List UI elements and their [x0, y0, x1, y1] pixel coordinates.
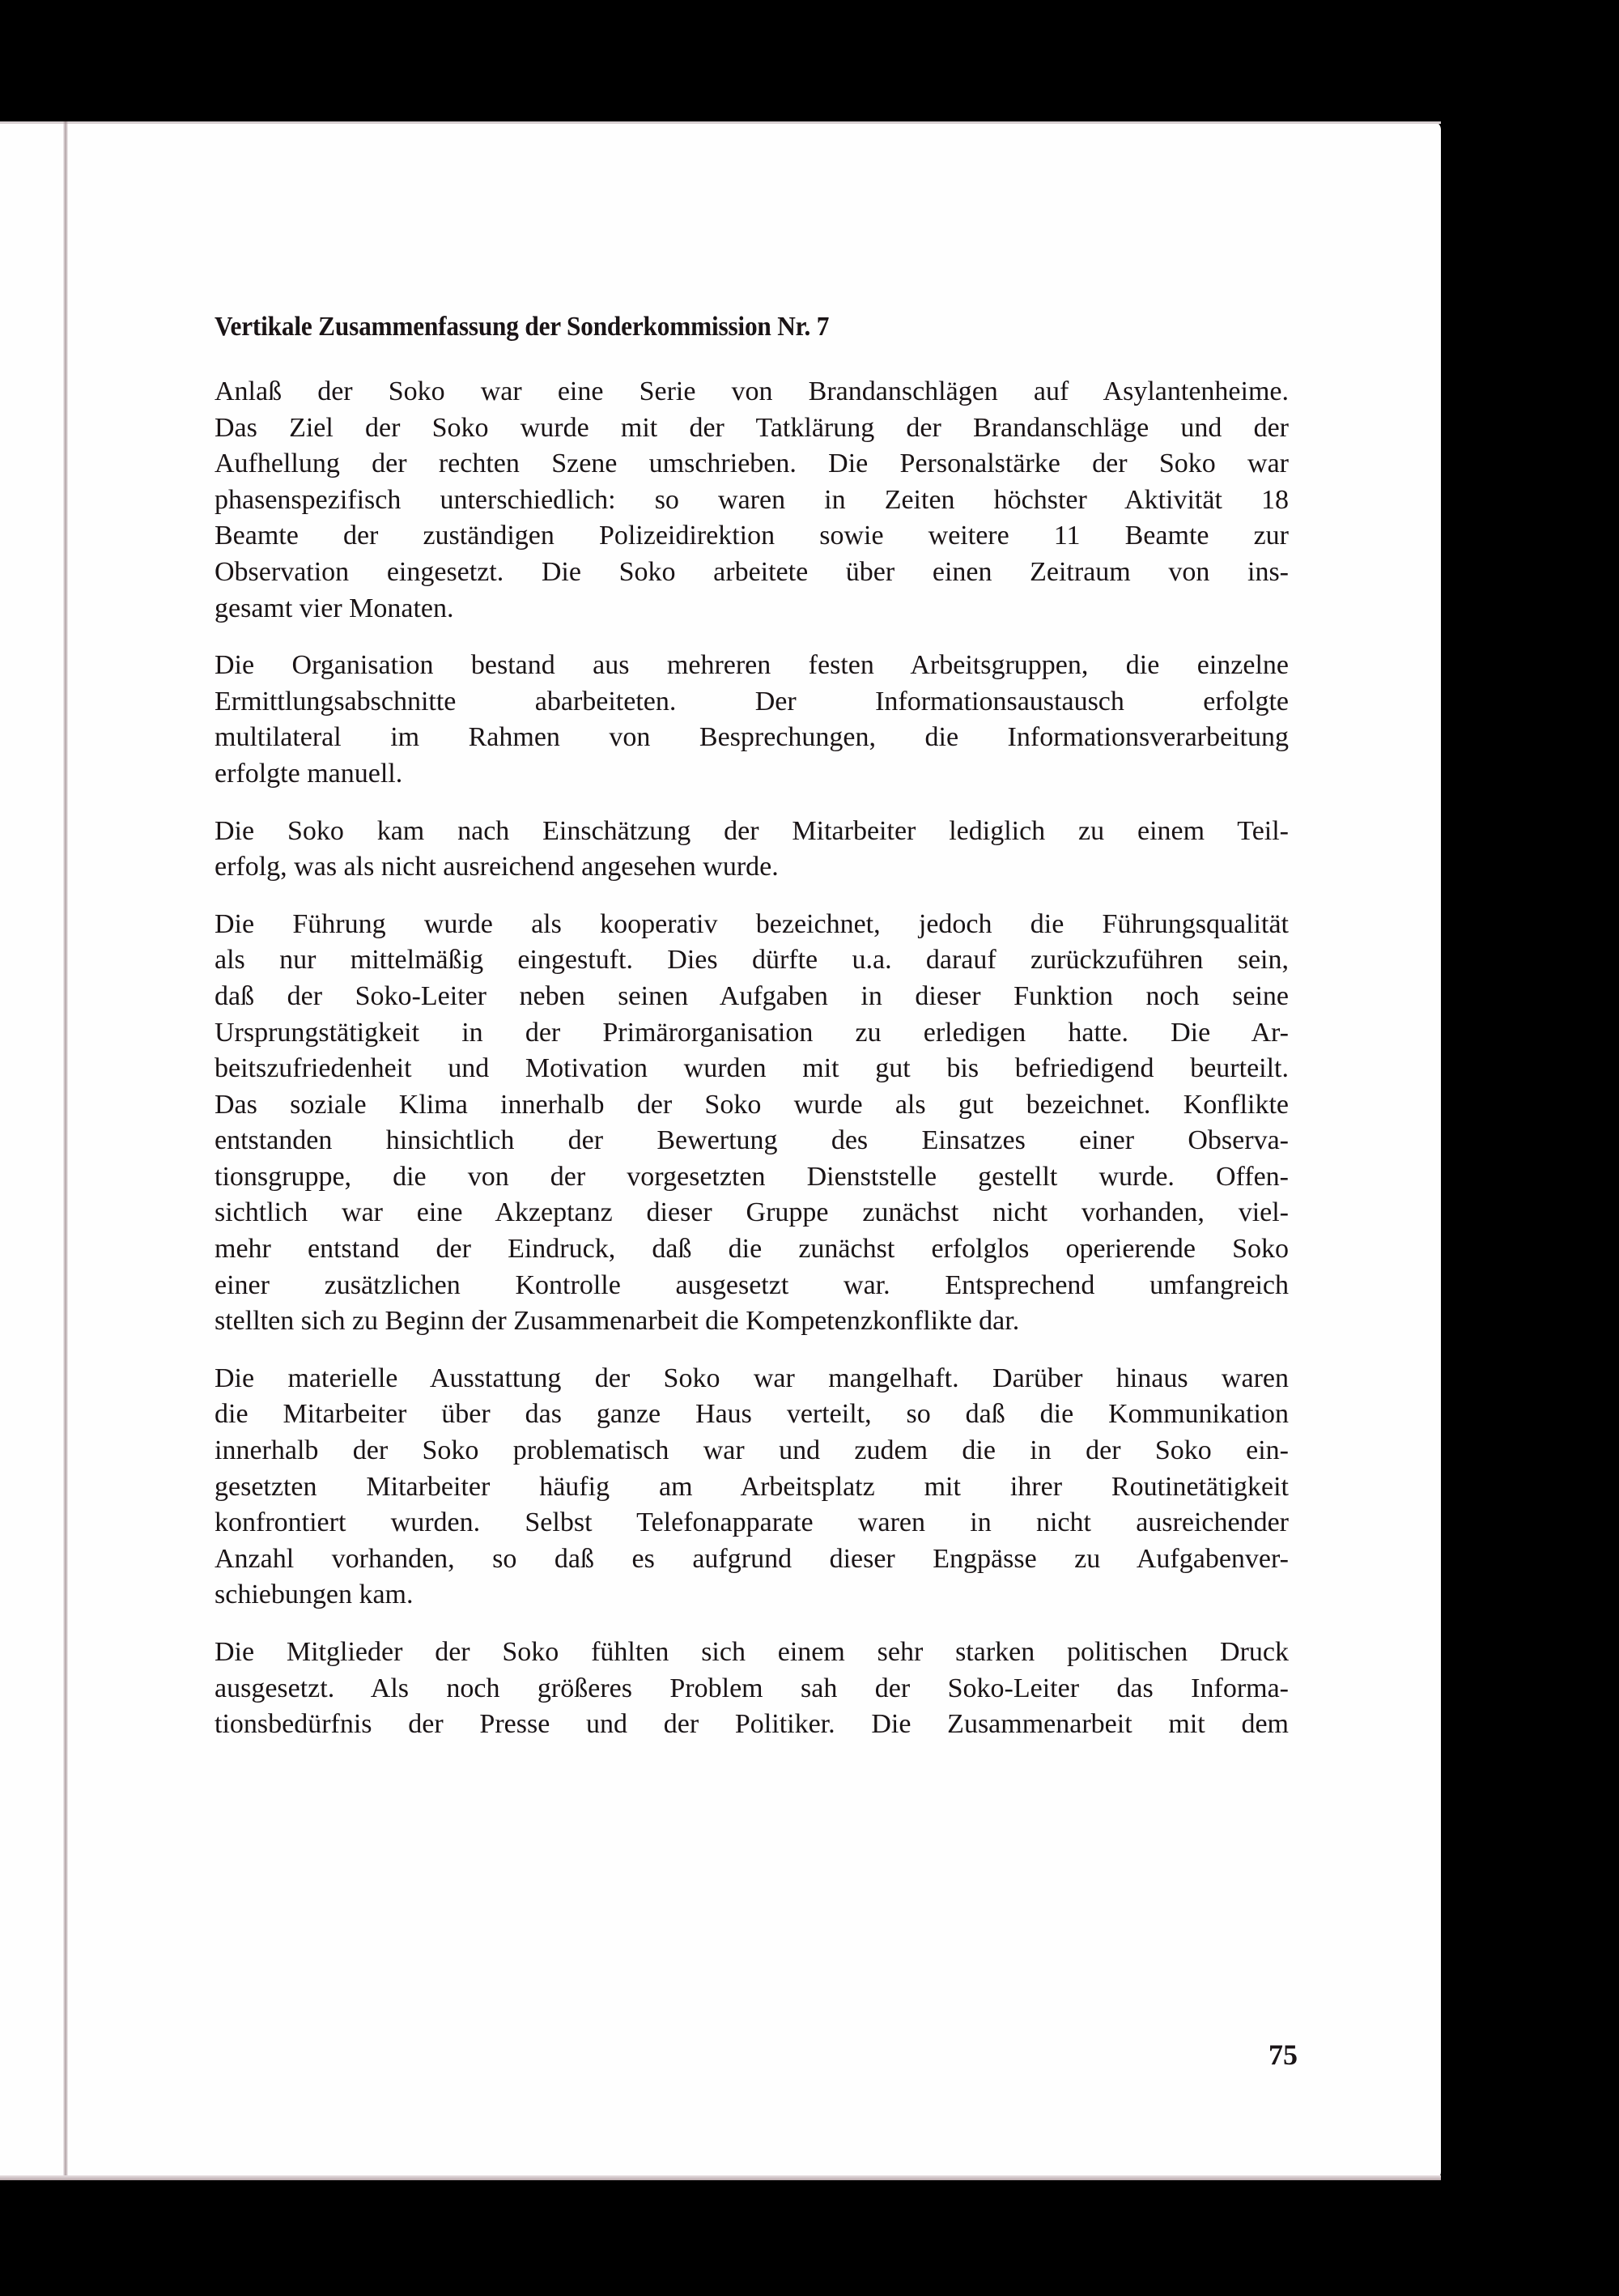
- text-line: Das Ziel der Soko wurde mit der Tatklärung der Brandanschläge und der: [215, 412, 1289, 443]
- text-line: Aufhellung der rechten Szene umschrieben. Die Personalstärke der Soko war: [215, 449, 1289, 479]
- text-line: Ursprungstätigkeit in der Primärorganisation zu erledigen hatte. Die Ar-: [215, 1017, 1289, 1048]
- text-line: Das soziale Klima innerhalb der Soko wurde als gut bezeichnet. Konflikte: [215, 1089, 1289, 1120]
- text-line: phasenspezifisch unterschiedlich: so waren in Zeiten höchster Aktivität 18: [215, 484, 1289, 515]
- text-line: konfrontiert wurden. Selbst Telefonapparate waren in nicht ausreichender: [215, 1507, 1289, 1538]
- text-line: Die Organisation bestand aus mehreren festen Arbeitsgruppen, die einzelne: [215, 650, 1289, 681]
- text-line: daß der Soko-Leiter neben seinen Aufgaben in dieser Funktion noch seine: [215, 980, 1289, 1011]
- section-heading: Vertikale Zusammenfassung der Sonderkommission Nr. 7: [215, 312, 830, 342]
- paragraph-3: [215, 814, 1289, 886]
- text-line: tionsbedürfnis der Presse und der Politiker. Die Zusammenarbeit mit dem: [215, 1709, 1289, 1740]
- text-line: sichtlich war eine Akzeptanz dieser Gruppe zunächst nicht vorhanden, viel-: [215, 1197, 1289, 1228]
- text-line: Observation eingesetzt. Die Soko arbeitete über einen Zeitraum von ins-: [215, 556, 1289, 587]
- binding-gutter-line: [63, 121, 68, 2180]
- text-line: entstanden hinsichtlich der Bewertung des Einsatzes einer Observa-: [215, 1125, 1289, 1156]
- paragraph-2: [215, 648, 1289, 792]
- text-line: gesetzten Mitarbeiter häufig am Arbeitsplatz mit ihrer Routinetätigkeit: [215, 1471, 1289, 1502]
- text-line: erfolgte manuell.: [215, 758, 403, 789]
- text-line: Die Mitglieder der Soko fühlten sich einem sehr starken politischen Druck: [215, 1637, 1289, 1667]
- text-line: beitszufriedenheit und Motivation wurden mit gut bis befriedigend beurteilt.: [215, 1053, 1289, 1084]
- text-line: Anlaß der Soko war eine Serie von Brandanschlägen auf Asylantenheime.: [215, 376, 1289, 406]
- text-line: Die Soko kam nach Einschätzung der Mitarbeiter lediglich zu einem Teil-: [215, 815, 1289, 846]
- text-line: mehr entstand der Eindruck, daß die zunächst erfolglos operierende Soko: [215, 1234, 1289, 1265]
- text-line: schiebungen kam.: [215, 1580, 414, 1610]
- paragraph-1: [215, 374, 1289, 627]
- text-line: Die materielle Ausstattung der Soko war mangelhaft. Darüber hinaus waren: [215, 1363, 1289, 1393]
- text-line: Beamte der zuständigen Polizeidirektion sowie weitere 11 Beamte zur: [215, 521, 1289, 551]
- text-line: als nur mittelmäßig eingestuft. Dies dürfte u.a. darauf zurückzuführen sein,: [215, 945, 1289, 976]
- text-line: die Mitarbeiter über das ganze Haus verteilt, so daß die Kommunikation: [215, 1399, 1289, 1430]
- page-bottom-edge: [0, 2175, 1441, 2180]
- paragraph-6: [215, 1635, 1289, 1743]
- text-line: gesamt vier Monaten.: [215, 593, 454, 623]
- page-content: [215, 309, 1289, 1764]
- paragraph-5: [215, 1361, 1289, 1614]
- paragraph-4: [215, 907, 1289, 1340]
- text-line: stellten sich zu Beginn der Zusammenarbeit die Kompetenzkonflikte dar.: [215, 1306, 1020, 1337]
- book-page: [0, 121, 1441, 2180]
- text-line: Ermittlungsabschnitte abarbeiteten. Der Informationsaustausch erfolgte: [215, 686, 1289, 716]
- text-line: Anzahl vorhanden, so daß es aufgrund dieser Engpässe zu Aufgabenver-: [215, 1543, 1289, 1574]
- text-line: einer zusätzlichen Kontrolle ausgesetzt war. Entsprechend umfangreich: [215, 1269, 1289, 1300]
- text-line: Die Führung wurde als kooperativ bezeichnet, jedoch die Führungsqualität: [215, 908, 1289, 939]
- page-number: 75: [1268, 2039, 1298, 2071]
- text-line: multilateral im Rahmen von Besprechungen, die Informationsverarbeitung: [215, 722, 1289, 753]
- text-line: ausgesetzt. Als noch größeres Problem sah der Soko-Leiter das Informa-: [215, 1673, 1289, 1703]
- text-line: innerhalb der Soko problematisch war und zudem die in der Soko ein-: [215, 1435, 1289, 1466]
- page-top-edge: [0, 121, 1441, 124]
- text-line: erfolg, was als nicht ausreichend angesehen wurde.: [215, 852, 779, 882]
- text-line: tionsgruppe, die von der vorgesetzten Dienststelle gestellt wurde. Offen-: [215, 1161, 1289, 1192]
